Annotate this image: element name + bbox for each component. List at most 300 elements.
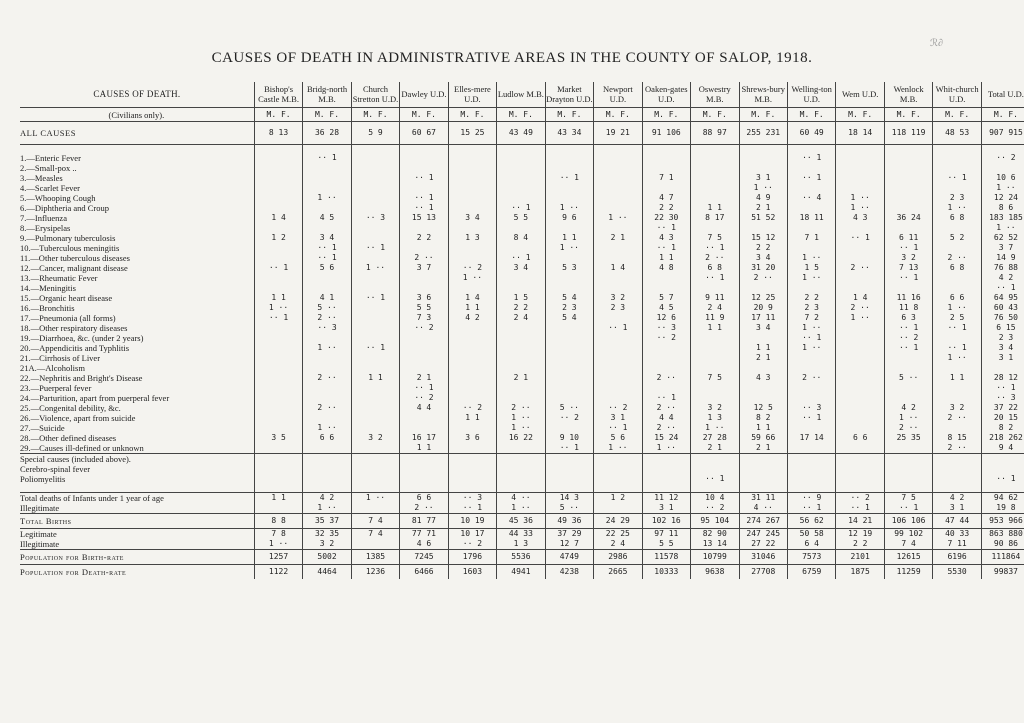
data-cell [594,253,642,263]
data-cell [351,474,399,484]
data-cell: ·· 1 [642,393,690,403]
data-cell: 7 11 [933,539,981,550]
corner-mark: ℛ∂ [930,38,943,49]
data-cell: 1 ·· [933,303,981,313]
data-cell [303,283,351,293]
data-cell [303,145,351,154]
data-cell: 1 ·· [739,183,787,193]
data-cell: 88 97 [691,122,739,145]
data-cell [884,223,932,233]
table-row [20,263,1024,273]
row-label [20,145,254,154]
data-cell [884,203,932,213]
data-cell: 43 34 [545,122,593,145]
data-cell: 3 6 [400,293,448,303]
data-cell: 4 2 [884,403,932,413]
row-label: 6.—Diphtheria and Croup [20,203,109,213]
data-cell: ·· 1 [981,474,1024,484]
data-cell: M. F. [545,108,593,122]
data-cell [303,203,351,213]
data-cell [836,484,884,493]
data-cell: 6 8 [933,263,981,273]
data-cell [351,333,399,343]
data-cell [787,383,835,393]
data-cell [594,193,642,203]
data-cell [303,443,351,454]
data-cell [836,403,884,413]
data-cell: 2 ·· [642,373,690,383]
data-cell [836,343,884,353]
row-label: 8.—Erysipelas [20,223,71,233]
data-cell [691,454,739,465]
data-cell: 2 1 [691,443,739,454]
data-cell [787,363,835,373]
data-cell: 56 62 [787,514,835,529]
data-cell: 111864 [981,550,1024,565]
data-cell: 4 3 [836,213,884,223]
data-cell [351,163,399,173]
data-cell: 1236 [351,565,399,580]
data-cell [545,484,593,493]
data-cell [254,203,302,213]
data-cell: ·· 2 [884,333,932,343]
data-cell: 3 1 [739,173,787,183]
data-cell [400,363,448,373]
data-cell [400,474,448,484]
data-cell [884,363,932,373]
data-cell: 3 4 [303,233,351,243]
data-cell: 50 58 [787,529,835,540]
data-cell: 60 43 [981,303,1024,313]
table-row [20,293,1024,303]
data-cell: 3 2 [351,433,399,443]
data-cell: 1 1 [739,423,787,433]
table-row [20,550,1024,565]
data-cell: 17 14 [787,433,835,443]
data-cell: 102 16 [642,514,690,529]
data-cell [497,145,545,154]
data-cell: 91 106 [642,122,690,145]
data-cell [787,474,835,484]
data-cell [254,273,302,283]
data-cell: ·· 1 [545,173,593,183]
table-row [20,145,1024,154]
data-cell: 1 4 [254,213,302,223]
data-cell [254,183,302,193]
data-cell: 2 4 [594,539,642,550]
data-cell: M. F. [594,108,642,122]
table-row [20,253,1024,263]
data-cell [594,333,642,343]
data-cell [351,323,399,333]
data-cell [254,173,302,183]
data-cell [448,383,496,393]
area-header: Elles-mere U.D. [448,82,496,108]
data-cell: 11 8 [884,303,932,313]
data-cell: 1 1 [448,413,496,423]
data-cell: ·· 2 [981,153,1024,163]
data-cell [836,163,884,173]
area-header: Welling-ton U.D. [787,82,835,108]
data-cell [787,484,835,493]
area-header: Wem U.D. [836,82,884,108]
data-cell [497,323,545,333]
row-label: 9.—Pulmonary tuberculosis [20,233,116,243]
data-cell: 3 1 [933,503,981,514]
data-cell: 10 19 [448,514,496,529]
data-cell: ·· 1 [303,253,351,263]
data-cell: 1 ·· [254,303,302,313]
data-cell: 15 25 [448,122,496,145]
table-row [20,163,1024,173]
data-cell [739,153,787,163]
data-cell: ·· 1 [545,443,593,454]
data-cell [303,333,351,343]
data-cell [594,363,642,373]
data-cell [884,183,932,193]
data-cell: 1 ·· [884,413,932,423]
data-cell [545,223,593,233]
data-cell: 19 8 [981,503,1024,514]
data-cell [400,273,448,283]
data-cell [691,383,739,393]
row-label: 15.—Organic heart disease [20,293,113,303]
data-cell [497,393,545,403]
data-cell: 90 86 [981,539,1024,550]
data-cell [351,454,399,465]
data-cell [545,193,593,203]
table-row [20,283,1024,293]
data-cell [884,454,932,465]
data-cell [933,393,981,403]
data-cell: ·· 1 [787,413,835,423]
data-cell [594,353,642,363]
table-body [20,108,1024,580]
data-cell [642,183,690,193]
data-cell [448,474,496,484]
data-cell: ·· 1 [836,503,884,514]
data-cell [254,373,302,383]
table-row [20,503,1024,514]
data-cell: ·· 1 [787,173,835,183]
table-row [20,223,1024,233]
data-cell: 3 2 [691,403,739,413]
data-cell: ·· 1 [933,173,981,183]
data-cell: 4 2 [981,273,1024,283]
data-cell: 27 22 [739,539,787,550]
data-cell: 3 1 [981,353,1024,363]
data-cell [351,153,399,163]
data-cell: 1 1 [691,323,739,333]
data-cell: 8 17 [691,213,739,223]
data-cell [400,413,448,423]
table-row [20,108,1024,122]
data-cell: 3 2 [594,293,642,303]
row-label: 27.—Suicide [20,423,65,433]
data-cell [303,393,351,403]
data-cell [836,273,884,283]
data-cell [981,454,1024,465]
data-cell: 247 245 [739,529,787,540]
data-cell: 3 4 [981,343,1024,353]
data-cell [836,393,884,403]
header-row [20,82,1024,108]
data-cell [933,484,981,493]
table-row [20,474,1024,484]
data-cell: 12 6 [642,313,690,323]
data-cell: ·· 1 [787,503,835,514]
data-cell: 2 ·· [884,423,932,433]
data-cell: M. F. [497,108,545,122]
table-row [20,514,1024,529]
data-cell [787,243,835,253]
data-cell: 12615 [884,550,932,565]
data-cell [400,223,448,233]
table-row [20,383,1024,393]
data-cell [691,193,739,203]
data-cell: 11 9 [691,313,739,323]
data-cell: 1 ·· [981,183,1024,193]
data-cell: 1 3 [448,233,496,243]
data-cell [448,423,496,433]
data-cell: 2 ·· [303,403,351,413]
data-cell [933,183,981,193]
data-cell: 1 2 [594,493,642,504]
data-cell: 4464 [303,565,351,580]
data-cell [351,353,399,363]
row-label: Legitimate [20,529,254,540]
data-cell: 2986 [594,550,642,565]
data-cell: 99837 [981,565,1024,580]
data-cell: 20 15 [981,413,1024,423]
row-label: 2.—Small-pox .. [20,163,77,173]
data-cell [400,145,448,154]
data-cell [303,464,351,474]
data-cell: 6 6 [836,433,884,443]
data-cell: 10 6 [981,173,1024,183]
data-cell: ·· 1 [594,423,642,433]
data-cell: 4 2 [303,493,351,504]
data-cell [594,373,642,383]
data-cell [545,153,593,163]
data-cell: ·· 1 [497,253,545,263]
data-cell [303,353,351,363]
data-cell [594,393,642,403]
data-cell: ·· 1 [254,263,302,273]
data-cell: 2 ·· [933,413,981,423]
data-cell: 36 24 [884,213,932,223]
data-cell: 1 ·· [303,193,351,203]
table-row [20,333,1024,343]
data-cell [739,333,787,343]
data-cell [691,183,739,193]
data-cell: ·· 1 [400,173,448,183]
data-cell [497,363,545,373]
data-cell: 76 88 [981,263,1024,273]
data-cell [933,363,981,373]
data-cell: 44 33 [497,529,545,540]
data-cell: M. F. [691,108,739,122]
data-cell [254,153,302,163]
data-cell [448,223,496,233]
data-cell [981,363,1024,373]
data-cell: 1 ·· [448,273,496,283]
data-cell: 9 10 [545,433,593,443]
data-cell [787,353,835,363]
data-cell: ·· 3 [787,403,835,413]
area-header: Bishop's Castle M.B. [254,82,302,108]
data-cell [594,503,642,514]
data-cell: ·· 1 [933,323,981,333]
data-cell: ·· 2 [642,333,690,343]
data-cell [691,464,739,474]
data-cell [691,145,739,154]
data-cell: 2 2 [836,539,884,550]
data-cell: 106 106 [884,514,932,529]
data-cell: 7 8 [254,529,302,540]
table-row [20,539,1024,550]
data-cell: 2 3 [981,333,1024,343]
data-cell: 8 13 [254,122,302,145]
data-cell: 1 1 [254,493,302,504]
data-cell [448,145,496,154]
data-cell [303,474,351,484]
data-cell [351,443,399,454]
data-cell [254,343,302,353]
data-cell: 1 1 [545,233,593,243]
data-cell: ·· 1 [642,223,690,233]
data-cell: ·· 1 [933,343,981,353]
data-cell [448,243,496,253]
data-cell: 2 1 [739,353,787,363]
data-cell: 1 4 [448,293,496,303]
data-cell [642,283,690,293]
data-cell: 1 ·· [787,273,835,283]
data-cell [787,283,835,293]
data-cell [448,464,496,474]
table-row [20,373,1024,383]
data-cell [400,343,448,353]
data-cell: ·· 1 [400,203,448,213]
data-cell [884,393,932,403]
data-cell: 2 ·· [933,253,981,263]
data-cell [594,273,642,283]
data-cell [254,253,302,263]
causes-of-death-table [20,82,1024,579]
data-cell: 1 4 [594,263,642,273]
data-cell [254,283,302,293]
row-label: 21A.—Alcoholism [20,363,85,373]
row-label: 26.—Violence, apart from suicide [20,413,136,423]
data-cell: 2 2 [787,293,835,303]
data-cell: 5 6 [594,433,642,443]
data-cell: 1 ·· [642,443,690,454]
data-cell [254,403,302,413]
data-cell [448,333,496,343]
data-cell: 48 53 [933,122,981,145]
data-cell: 1 ·· [303,503,351,514]
table-row [20,343,1024,353]
row-label: 24.—Parturition, apart from puerperal fever [20,393,170,403]
data-cell [981,464,1024,474]
data-cell: ·· 3 [303,323,351,333]
data-cell [303,163,351,173]
data-cell: 5 5 [497,213,545,223]
data-cell: 31 11 [739,493,787,504]
data-cell [739,464,787,474]
data-cell: ·· 1 [254,313,302,323]
data-cell [400,454,448,465]
data-cell: 3 1 [594,413,642,423]
data-cell: 32 35 [303,529,351,540]
data-cell: 1257 [254,550,302,565]
data-cell [884,283,932,293]
data-cell: 1 ·· [836,193,884,203]
data-cell [836,173,884,183]
data-cell: 9638 [691,565,739,580]
data-cell [448,484,496,493]
data-cell: 4 8 [642,263,690,273]
data-cell [448,393,496,403]
data-cell [448,253,496,263]
data-cell: 2 ·· [497,403,545,413]
data-cell [303,413,351,423]
data-cell: 64 95 [981,293,1024,303]
data-cell: 1 ·· [351,493,399,504]
data-cell [691,223,739,233]
table-row [20,313,1024,323]
area-header: Ludlow M.B. [497,82,545,108]
data-cell [739,454,787,465]
data-cell: ·· 2 [400,393,448,403]
table-row [20,183,1024,193]
data-cell: 2 ·· [787,373,835,383]
table-row [20,393,1024,403]
data-cell: 2 1 [739,203,787,213]
data-cell [497,484,545,493]
data-cell [836,223,884,233]
row-label: 23.—Puerperal fever [20,383,92,393]
data-cell [933,223,981,233]
data-cell [594,283,642,293]
data-cell [787,423,835,433]
data-cell: 4 4 [642,413,690,423]
data-cell [254,443,302,454]
data-cell [933,153,981,163]
row-label: Population for Death-rate [20,565,254,580]
causes-header: CAUSES OF DEATH. [20,82,254,108]
data-cell: 49 36 [545,514,593,529]
data-cell: 218 262 [981,433,1024,443]
data-cell: 28 12 [981,373,1024,383]
data-cell [448,173,496,183]
data-cell [884,193,932,203]
data-cell [933,273,981,283]
data-cell: 4749 [545,550,593,565]
data-cell: 2 3 [545,303,593,313]
data-cell: 274 267 [739,514,787,529]
data-cell: ·· 2 [448,539,496,550]
data-cell [303,383,351,393]
data-cell: 5 2 [933,233,981,243]
data-cell [448,454,496,465]
data-cell [545,333,593,343]
data-cell: 31046 [739,550,787,565]
data-cell [448,323,496,333]
data-cell: 15 12 [739,233,787,243]
data-cell: 6 15 [981,323,1024,333]
data-cell: 6 8 [691,263,739,273]
